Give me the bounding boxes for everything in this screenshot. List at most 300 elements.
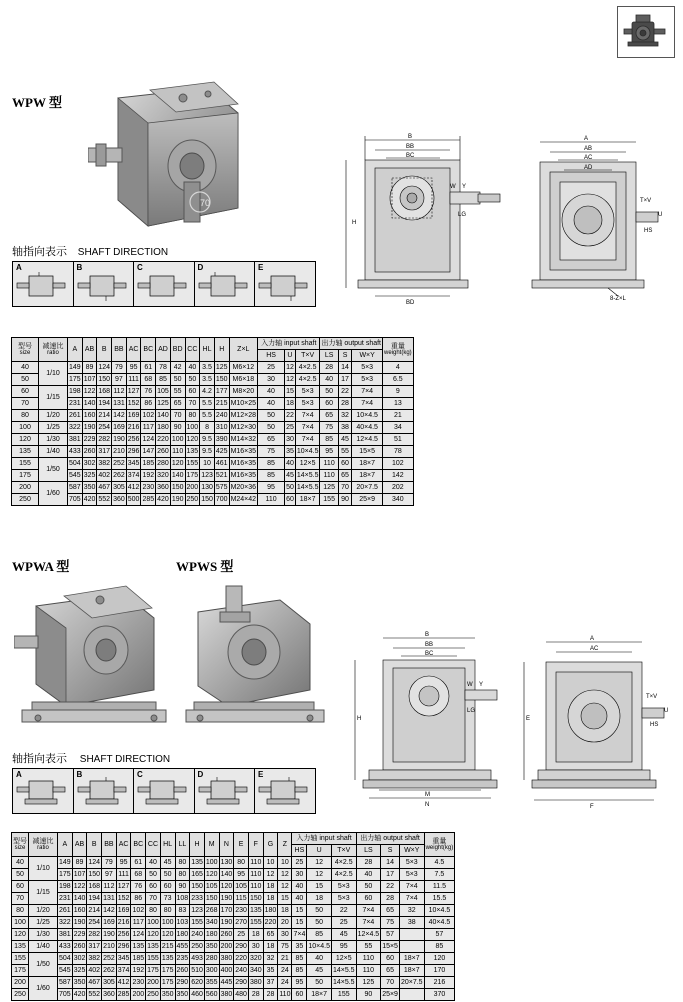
cell-a: 231 — [68, 398, 83, 410]
cell-cc: 50 — [146, 869, 161, 881]
cell-u: 18×7 — [307, 989, 332, 1001]
svg-text:AC: AC — [584, 155, 593, 161]
cell-hs: 85 — [292, 953, 307, 965]
cell-h: 123 — [190, 905, 205, 917]
cell-a: 545 — [58, 965, 73, 977]
cell-n: 190 — [219, 917, 234, 929]
cell-ls: 50 — [320, 386, 338, 398]
gearbox-logo-icon — [622, 12, 670, 52]
cell-hs: 65 — [258, 434, 285, 446]
cell-ls: 90 — [356, 989, 381, 1001]
cell-a: 175 — [58, 869, 73, 881]
cell-hs: 50 — [258, 410, 285, 422]
cell-ls: 28 — [356, 857, 381, 869]
svg-text:BD: BD — [406, 300, 415, 306]
cell-ad: 125 — [156, 398, 171, 410]
cell-bd: 150 — [170, 482, 185, 494]
cell-s: 22 — [381, 881, 400, 893]
cell-b: 552 — [87, 989, 102, 1001]
shaft-direction-cell-a-1 — [13, 262, 74, 306]
cell-m: 150 — [204, 893, 219, 905]
spec-table-wpwa — [11, 832, 455, 1001]
cell-u: 30 — [285, 434, 296, 446]
cell-hs: 30 — [258, 374, 285, 386]
cell-tv: 7×4 — [295, 422, 320, 434]
cell-bb: 142 — [112, 410, 127, 422]
cell-bc: 61 — [141, 362, 156, 374]
cell-m: 280 — [204, 953, 219, 965]
cell-b: 150 — [97, 374, 112, 386]
cell-cc: 200 — [146, 977, 161, 989]
cell-u: 50 — [285, 482, 296, 494]
cell-letter: B — [76, 263, 83, 272]
cell-b: 194 — [97, 398, 112, 410]
cell-tv: 4×2.5 — [331, 869, 356, 881]
cell-weight: 9 — [383, 386, 414, 398]
cell-bd: 55 — [170, 386, 185, 398]
col-header-hl: HL — [160, 833, 175, 857]
col-header-g: G — [263, 833, 278, 857]
cell-g: 220 — [263, 917, 278, 929]
cell-f: 135 — [248, 905, 263, 917]
cell-h: 165 — [190, 869, 205, 881]
cell-b: 402 — [97, 470, 112, 482]
cell-ratio: 1/10 — [29, 857, 58, 881]
cell-bd: 50 — [170, 374, 185, 386]
cell-s: 17 — [338, 374, 351, 386]
cell-ls: 85 — [320, 434, 338, 446]
col-header-ll: LL — [175, 833, 190, 857]
cell-ac: 95 — [126, 362, 141, 374]
table-row — [12, 446, 414, 458]
cell-h: 240 — [214, 410, 229, 422]
cell-weight: 6.5 — [383, 374, 414, 386]
cell-ad: 220 — [156, 434, 171, 446]
cell-tv: 5×3 — [295, 398, 320, 410]
cell-u: 12 — [307, 857, 332, 869]
col-header-ab: AB — [82, 338, 97, 362]
cell-cc: 135 — [146, 941, 161, 953]
cell-bb: 252 — [102, 953, 117, 965]
cell-ratio: 1/30 — [39, 434, 68, 446]
cell-ac: 127 — [116, 881, 131, 893]
cell-tv: 14×5.5 — [331, 965, 356, 977]
cell-ac: 345 — [116, 953, 131, 965]
cell-hl: 73 — [160, 893, 175, 905]
cell-ab: 229 — [82, 434, 97, 446]
cell-cc: 40 — [146, 857, 161, 869]
shaft-direction-cell-b-1 — [74, 262, 135, 306]
col-header-hs: HS — [292, 845, 307, 857]
cell-size: 80 — [12, 410, 39, 422]
svg-text:T×V: T×V — [640, 198, 652, 204]
cell-e: 95 — [234, 869, 249, 881]
cell-bb: 360 — [102, 989, 117, 1001]
cell-tv: 7×4 — [295, 434, 320, 446]
cell-size: 50 — [12, 869, 29, 881]
cell-size: 250 — [12, 989, 29, 1001]
cell-size: 70 — [12, 398, 39, 410]
gearbox-photo-wpws — [180, 578, 330, 733]
col-header-a: A — [58, 833, 73, 857]
cell-h: 177 — [214, 386, 229, 398]
cell-g: 37 — [263, 977, 278, 989]
cell-f: 320 — [248, 953, 263, 965]
cell-ac: 256 — [126, 434, 141, 446]
cell-n: 130 — [219, 857, 234, 869]
cell-cc: 100 — [185, 422, 200, 434]
cell-u: 12 — [285, 362, 296, 374]
cell-s: 75 — [381, 917, 400, 929]
cell-letter: E — [258, 770, 264, 779]
cell-ratio: 1/15 — [29, 881, 58, 905]
cell-bb: 169 — [102, 917, 117, 929]
svg-text:H: H — [357, 716, 362, 722]
cell-hs: 40 — [258, 398, 285, 410]
cell-h: 460 — [190, 989, 205, 1001]
cell-s: 55 — [338, 446, 351, 458]
col-header-h: H — [214, 338, 229, 362]
table-row — [12, 362, 414, 374]
cell-bd: 65 — [170, 398, 185, 410]
shaft-direction-cell-c-1 — [134, 262, 195, 306]
svg-text:BB: BB — [425, 642, 434, 648]
cell-ll: 180 — [175, 929, 190, 941]
cell-b: 124 — [87, 857, 102, 869]
col-header-ratio: 减速比 ratio — [39, 338, 68, 362]
cell-ac: 169 — [116, 905, 131, 917]
cell-b: 552 — [97, 494, 112, 506]
cell-u: 15 — [307, 881, 332, 893]
table-row — [12, 458, 414, 470]
cell-size: 135 — [12, 446, 39, 458]
cell-cc: 250 — [146, 989, 161, 1001]
cell-ll: 455 — [175, 941, 190, 953]
shaft-direction-cell-d-2 — [195, 769, 256, 813]
cell-size: 200 — [12, 482, 39, 494]
cell-hl: 130 — [200, 482, 215, 494]
cell-g: 28 — [263, 989, 278, 1001]
cell-ab: 350 — [72, 977, 87, 989]
cell-ac: 111 — [126, 374, 141, 386]
cell-n: 200 — [219, 941, 234, 953]
cell-tv: 12×5 — [295, 458, 320, 470]
cell-a: 433 — [58, 941, 73, 953]
cell-ratio: 1/10 — [39, 362, 68, 386]
cell-ab: 122 — [72, 881, 87, 893]
cell-size: 100 — [12, 422, 39, 434]
cell-a: 149 — [68, 362, 83, 374]
cell-bc: 192 — [141, 470, 156, 482]
cell-cc: 200 — [185, 482, 200, 494]
technical-drawing-wpwa-side — [520, 620, 680, 820]
cell-bc: 135 — [131, 941, 146, 953]
cell-weight: 170 — [424, 965, 455, 977]
cell-f: 18 — [248, 929, 263, 941]
svg-text:LG: LG — [458, 212, 467, 218]
svg-text:F: F — [590, 804, 594, 810]
cell-ls: 50 — [356, 881, 381, 893]
cell-m: 180 — [204, 929, 219, 941]
cell-hl: 3.5 — [200, 374, 215, 386]
cell-ab: 229 — [72, 929, 87, 941]
cell-n: 120 — [219, 881, 234, 893]
cell-weight: 51 — [383, 434, 414, 446]
cell-s: 28 — [338, 398, 351, 410]
cell-u: 40 — [285, 458, 296, 470]
shaft-diagram-icon — [74, 268, 133, 304]
cell-zl: M16×35 — [229, 446, 258, 458]
table-row — [12, 881, 455, 893]
cell-h: 125 — [214, 362, 229, 374]
cell-wy: 25×9 — [352, 494, 383, 506]
cell-ab: 140 — [72, 893, 87, 905]
cell-weight: 4.5 — [424, 857, 455, 869]
cell-b: 467 — [97, 482, 112, 494]
cell-h: 510 — [190, 965, 205, 977]
cell-ll: 290 — [175, 977, 190, 989]
cell-bd: 70 — [170, 410, 185, 422]
shaft-direction-cell-e-2 — [255, 769, 315, 813]
cell-a: 545 — [68, 470, 83, 482]
svg-text:HS: HS — [644, 228, 653, 234]
cell-ac: 216 — [116, 917, 131, 929]
cell-hs: 95 — [258, 482, 285, 494]
cell-b: 124 — [97, 362, 112, 374]
cell-f: 110 — [248, 881, 263, 893]
cell-m: 350 — [204, 941, 219, 953]
cell-ab: 325 — [72, 965, 87, 977]
section-title-wpw: WPW 型 — [12, 95, 62, 110]
col-header-zl: Z×L — [229, 338, 258, 362]
col-header-bb: BB — [112, 338, 127, 362]
table-row — [12, 410, 414, 422]
cell-bd: 90 — [170, 422, 185, 434]
cell-hl: 100 — [160, 917, 175, 929]
table-row — [12, 905, 455, 917]
cell-ab: 89 — [72, 857, 87, 869]
cell-n: 140 — [219, 869, 234, 881]
cell-ac: 152 — [116, 893, 131, 905]
cell-u: 10×4.5 — [307, 941, 332, 953]
cell-wy: 18×7 — [399, 965, 424, 977]
cell-hs: 50 — [258, 422, 285, 434]
cell-hl: 123 — [200, 470, 215, 482]
col-header-wy: W×Y — [352, 350, 383, 362]
cell-bd: 110 — [170, 446, 185, 458]
cell-n: 260 — [219, 929, 234, 941]
cell-hs: 7×4 — [292, 929, 307, 941]
shaft-direction-cell-a-2 — [13, 769, 74, 813]
cell-a: 322 — [58, 917, 73, 929]
cell-wy — [399, 929, 424, 941]
cell-zl: M14×32 — [229, 434, 258, 446]
col-header-s: S — [381, 845, 400, 857]
cell-bc: 117 — [131, 917, 146, 929]
table-row — [12, 893, 455, 905]
svg-text:AB: AB — [584, 146, 593, 152]
cell-z: 12 — [278, 869, 292, 881]
cell-ls: 40 — [356, 869, 381, 881]
cell-hl: 9.5 — [200, 446, 215, 458]
cell-b: 150 — [87, 869, 102, 881]
cell-ls: 40 — [320, 374, 338, 386]
cell-cc: 60 — [146, 881, 161, 893]
cell-e: 115 — [234, 893, 249, 905]
cell-z: 21 — [278, 953, 292, 965]
cell-s: 25×9 — [381, 989, 400, 1001]
cell-s: 28 — [381, 893, 400, 905]
cell-e: 105 — [234, 881, 249, 893]
col-header-weight: 重量 weight(kg) — [383, 338, 414, 362]
cell-size: 40 — [12, 857, 29, 869]
cell-zl: M10×25 — [229, 398, 258, 410]
cell-weight: 340 — [383, 494, 414, 506]
shaft-diagram-icon — [74, 775, 133, 811]
cell-wy — [399, 941, 424, 953]
svg-text:Y: Y — [479, 682, 484, 688]
cell-b: 168 — [87, 881, 102, 893]
cell-hl: 10 — [200, 458, 215, 470]
section-title-wpwa: WPWA 型 — [12, 559, 70, 574]
cell-hs: 85 — [258, 470, 285, 482]
cell-ratio: 1/30 — [29, 929, 58, 941]
cell-ll: 260 — [175, 965, 190, 977]
cell-bb: 131 — [112, 398, 127, 410]
cell-z: 12 — [278, 881, 292, 893]
cell-h: 575 — [214, 482, 229, 494]
cell-bd: 140 — [170, 470, 185, 482]
cell-z: 10 — [278, 857, 292, 869]
cell-hs: 75 — [258, 446, 285, 458]
cell-bb: 79 — [112, 362, 127, 374]
cell-tv: 4×2.5 — [295, 362, 320, 374]
cell-m: 120 — [204, 869, 219, 881]
cell-b: 317 — [87, 941, 102, 953]
cell-bb: 97 — [112, 374, 127, 386]
cell-hl: 8 — [200, 422, 215, 434]
cell-ab: 122 — [82, 386, 97, 398]
cell-m: 268 — [204, 905, 219, 917]
svg-text:N: N — [425, 802, 430, 808]
cell-bc: 185 — [131, 953, 146, 965]
cell-b: 194 — [87, 893, 102, 905]
shaft-direction-cell-c-2 — [134, 769, 195, 813]
cell-m: 560 — [204, 989, 219, 1001]
cell-u: 12 — [285, 374, 296, 386]
cell-u: 45 — [307, 965, 332, 977]
cell-ls: 7×4 — [356, 917, 381, 929]
cell-f: 150 — [248, 893, 263, 905]
col-header-ad: AD — [156, 338, 171, 362]
cell-a: 261 — [58, 905, 73, 917]
cell-bb: 190 — [102, 929, 117, 941]
cell-hl: 215 — [160, 941, 175, 953]
cell-ac: 152 — [126, 398, 141, 410]
cell-bb: 262 — [112, 470, 127, 482]
cell-ls: 110 — [320, 470, 338, 482]
cell-ls: 110 — [320, 458, 338, 470]
col-header-tv: T×V — [331, 845, 356, 857]
svg-text:B: B — [425, 632, 430, 638]
cell-weight: 216 — [424, 977, 455, 989]
cell-bc: 86 — [141, 398, 156, 410]
cell-tv: 5×3 — [295, 386, 320, 398]
cell-wy: 15×5 — [352, 446, 383, 458]
cell-weight: 78 — [383, 446, 414, 458]
cell-z: 18 — [278, 905, 292, 917]
cell-ab: 325 — [82, 470, 97, 482]
table-row — [12, 869, 455, 881]
cell-u: 50 — [307, 905, 332, 917]
cell-a: 504 — [68, 458, 83, 470]
cell-ratio: 1/40 — [39, 446, 68, 458]
cell-cc: 80 — [146, 905, 161, 917]
table-row — [12, 977, 455, 989]
cell-s: 65 — [381, 965, 400, 977]
cell-a: 705 — [58, 989, 73, 1001]
cell-ab: 107 — [72, 869, 87, 881]
cell-cc: 40 — [185, 362, 200, 374]
col-group-output-shaft: 出力轴 output shaft — [320, 338, 383, 350]
shaft-direction-cell-d-1 — [195, 262, 256, 306]
cell-bc: 76 — [131, 881, 146, 893]
cell-n: 170 — [219, 905, 234, 917]
cell-letter: D — [197, 770, 204, 779]
cell-a: 198 — [68, 386, 83, 398]
cell-hl: 60 — [160, 881, 175, 893]
cell-hs: 40 — [292, 893, 307, 905]
cell-tv: 10×4.5 — [295, 446, 320, 458]
cell-hs: 30 — [292, 869, 307, 881]
cell-hs: 95 — [292, 977, 307, 989]
cell-weight: 57 — [424, 929, 455, 941]
cell-letter: C — [137, 770, 143, 779]
cell-ad: 260 — [156, 446, 171, 458]
technical-drawing-wpw-front — [330, 120, 510, 320]
shaft-direction-strip-1 — [12, 261, 316, 307]
cell-letter: A — [16, 263, 22, 272]
cell-letter: E — [258, 263, 264, 272]
cell-hs: 35 — [292, 941, 307, 953]
cell-cc: 70 — [146, 893, 161, 905]
cell-cc: 120 — [146, 929, 161, 941]
cell-b: 168 — [97, 386, 112, 398]
col-header-size: 型号 size — [12, 338, 39, 362]
table-row — [12, 374, 414, 386]
col-header-s: S — [338, 350, 351, 362]
cell-g: 10 — [263, 857, 278, 869]
cell-ac: 412 — [116, 977, 131, 989]
cell-ratio: 1/25 — [39, 422, 68, 434]
cell-ac: 412 — [126, 482, 141, 494]
cell-n: 380 — [219, 953, 234, 965]
cell-e: 480 — [234, 989, 249, 1001]
cell-wy: 38 — [399, 917, 424, 929]
col-group-output-shaft: 出力轴 output shaft — [356, 833, 424, 845]
cell-bc: 61 — [131, 857, 146, 869]
cell-ls: 55 — [356, 941, 381, 953]
table-row — [12, 965, 455, 977]
cell-g: 32 — [263, 953, 278, 965]
col-header-tv: T×V — [295, 350, 320, 362]
cell-h: 135 — [190, 857, 205, 869]
cell-ad: 280 — [156, 458, 171, 470]
cell-ab: 160 — [72, 905, 87, 917]
cell-ls: 125 — [356, 977, 381, 989]
cell-size: 175 — [12, 470, 39, 482]
table-row — [12, 941, 455, 953]
